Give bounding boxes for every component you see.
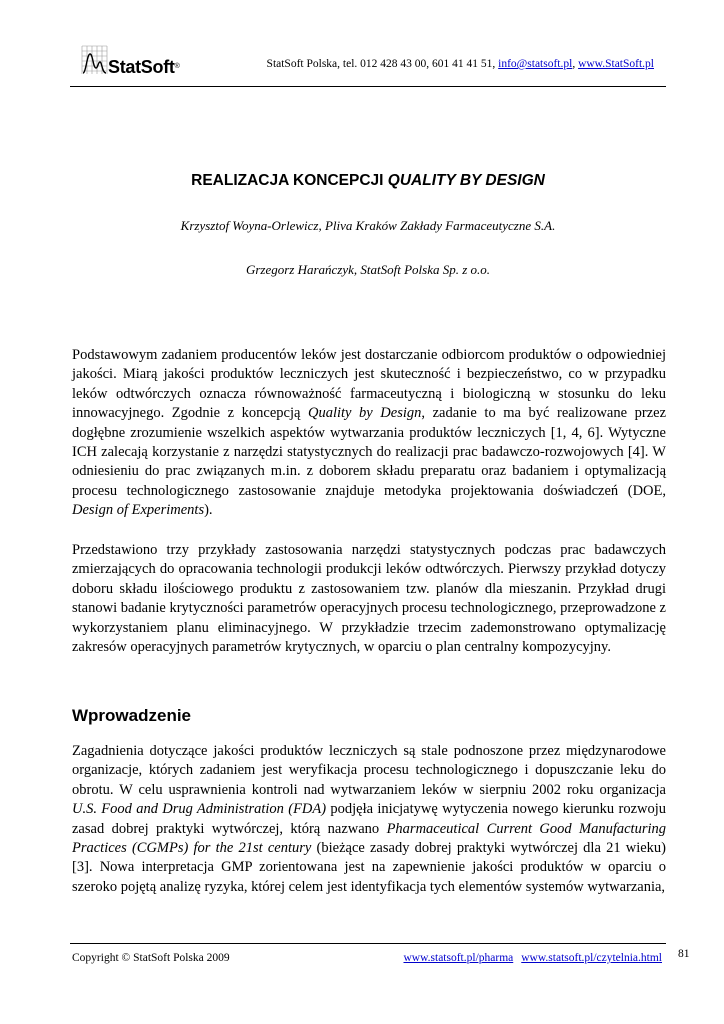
author-1: Krzysztof Woyna-Orlewicz, Pliva Kraków Zakłady Farmaceutyczne S.A.: [180, 218, 556, 233]
logo-wordmark: StatSoft®: [108, 57, 180, 77]
page-number: 81: [678, 948, 690, 960]
statsoft-logo: [80, 44, 192, 78]
website-link[interactable]: www.StatSoft.pl: [578, 58, 654, 70]
article-title: REALIZACJA KONCEPCJI QUALITY BY DESIGN: [191, 172, 545, 189]
header-divider: [70, 86, 666, 87]
footer-links: [403, 952, 662, 964]
intro-paragraph: Zagadnienia dotyczące jakości produktów leczniczych są stale podnoszone przez międzynarodowe organizacje, których zadaniem jest weryfikacja procesu technologicznego i dopuszczanie leku do obrotu. W celu usprawnienia kontroli nad wytwarzaniem leków w sierpniu 2002 roku organizacja U.S. Food and Drug Administration (FDA) podjęła inicjatywę wytyczenia nowego kierunku rozwoju zasad dobrej praktyki wytwórczej, którą nazwano Pharmaceutical Current Good Manufacturing Practices (CGMPs) for the 21st century (bieżące zasady dobrej praktyki wytwórczej dla 21 wieku) [3]. Nowa interpretacja GMP zorientowana jest na zapewnienie jakości produktów w oparciu o szeroko pojętą analizę ryzyka, której celem jest identyfikacja tych elementów systemów wytwarzania,: [72, 743, 667, 895]
pharma-link[interactable]: www.statsoft.pl/pharma: [403, 952, 514, 964]
page-header: [70, 40, 666, 84]
footer-copyright: Copyright © StatSoft Polska 2009: [72, 952, 230, 964]
footer-divider: [70, 943, 666, 944]
czytelnia-link[interactable]: www.statsoft.pl/czytelnia.html: [521, 952, 662, 964]
abstract-paragraph-1: Podstawowym zadaniem producentów leków jest dostarczanie odbiorcom produktów o odpowiedniej jakości. Miarą jakości produktów leczniczych jest skuteczność i bezpieczeństwo, co w przypadku leków odtwórczych oznacza równoważność farmaceutyczną i biologiczną w stosunku do leku innowacyjnego. Zgodnie z koncepcją Quality by Design, zadanie to ma być realizowane przez dogłębne zrozumienie wszelkich aspektów wytwarzania produktów leczniczych [1, 4, 6]. Wytyczne ICH zalecają korzystanie z narzędzi statystycznych do realizacji prac badawczo-rozwojowych [4]. W odniesieniu do prac związanych m.in. z doborem składu preparatu oraz badaniem i optymalizacją procesu technologicznego zastosowanie znajduje metodyka projektowania doświadczeń (DOE, Design of Experiments).: [72, 347, 667, 519]
header-contact: StatSoft Polska, tel. 012 428 43 00, 601 41 41 51, info@statsoft.pl, www.StatSoft.pl: [266, 58, 654, 70]
author-2: Grzegorz Harańczyk, StatSoft Polska Sp. z o.o.: [245, 262, 491, 277]
section-heading: Wprowadzenie: [72, 706, 192, 725]
abstract-paragraph-2: Przedstawiono trzy przykłady zastosowania narzędzi statystycznych podczas prac badawczych zmierzających do opracowania technologii produkcji leków odtwórczych. Pierwszy przykład dotyczy doboru składu ilościowego produktu z zastosowaniem tzw. planów dla mieszanin. Przykład drugi stanowi badanie krytyczności parametrów operacyjnych procesu technologicznego, przeprowadzone z wykorzystaniem planu eliminacyjnego. W przykładzie trzecim zademonstrowano optymalizację zakresów operacyjnych parametrów krytycznych, w oparciu o plan centralny kompozycyjny.: [72, 542, 666, 656]
contact-phones: StatSoft Polska, tel. 012 428 43 00, 601 41 41 51,: [266, 58, 499, 70]
email-link[interactable]: info@statsoft.pl: [498, 58, 573, 70]
